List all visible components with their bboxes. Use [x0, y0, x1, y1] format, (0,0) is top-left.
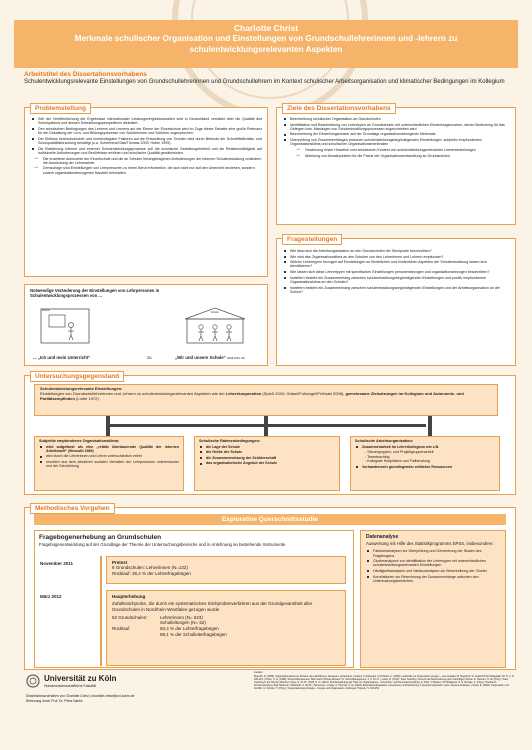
- pretest-date: November 2011: [40, 561, 74, 566]
- pretest-title: Pretest: [112, 560, 128, 565]
- wandel-right-quote: „Wir und unsere Schule“: [175, 355, 226, 360]
- datenanalyse-panel: [360, 530, 506, 668]
- haupt-rows: [112, 615, 340, 637]
- fragestellungen-heading: Fragestellungen: [282, 234, 342, 245]
- c3-title: Schulische Arbeitsorganisation:: [355, 439, 414, 443]
- haupt-row-value: Schulleitungen (N= 52): [160, 620, 206, 626]
- c3-sub-item: - Teamteaching: [365, 454, 390, 459]
- pretest-line: Rücklauf: 38,4 % der Lehrerfragebögen: [112, 570, 191, 576]
- pretest-line: 8 Grundschulen: Lehrerinnen (N=132): [112, 565, 188, 571]
- classroom-ich-illustration: [35, 307, 95, 347]
- c3-item2: Vorhandensein grundlegender zeitlicher Ressourcen: [355, 465, 495, 469]
- untersuchung-main-title: Schulentwicklungsrelevante Einstellungen:: [40, 386, 123, 391]
- wandel-zu: zu: [147, 355, 152, 360]
- c2-item: das organisatorische Angebot der Schule: [199, 461, 335, 465]
- betreuung-info: Betreuung durch Prof. Dr. Petra Hanke: [26, 699, 83, 703]
- methoden-heading: Methodisches Vorgehen: [30, 503, 115, 514]
- problem-arrow-item: → Die erweiterte Autonomie der Einzelschule und die an Schulen herangetragenen Anforderungen der internen Schulentwicklung verändern die Ausrichtung der Lehrerarbeit.: [31, 157, 262, 166]
- timeline-line: [100, 556, 102, 666]
- problem-item: Der Einfluss innerschulischer und innerkollegialer Faktoren auf die Entwicklung von Schulen wird durch Befunde der Schuleffektivitäts- und Schulqualitätsforschung bestätigt (u.a. Scheerens/Glas/Thomas 2003; Huber 1999).: [31, 137, 262, 146]
- c3-list-2: [355, 465, 495, 469]
- fragen-item: Inwiefern besteht ein Zusammenhang zwischen schulentwicklungsbegünstigenden Einstellungen und positiv empfundenem Organisationsklima an den Schulen?: [283, 276, 510, 285]
- fb-title: Fragebogenerhebung an Grundschulen: [39, 534, 162, 541]
- c2-item: die Größe der Schule: [199, 450, 335, 454]
- fragen-item: Wie lässt sich die Arbeitsorganisation an den Grundschulen der Stichprobe beschreiben?: [283, 249, 510, 253]
- c1-title: Subjektiv empfundenes Organisationsklima:: [39, 439, 120, 443]
- fragen-item: Wie lassen sich diese Lehrertypen mit spezifischen Einstellungen personenbezogen und organisationsbezogen beschreiben?: [283, 270, 510, 274]
- da-title: Datenanalyse: [366, 534, 399, 540]
- untersuchung-heading: Untersuchungsgegenstand: [30, 371, 124, 382]
- c3-sub-item: - Kollegiale Hospitation und Fallberatung: [365, 459, 430, 464]
- haupt-row-key: Rücklauf: [112, 626, 130, 632]
- haupt-text: Zufallsstichprobe, die durch ein systematisches Stichprobenverfahren aus der Grundgesamtheit aller Grundschulen in Nordrhein-Westfalen gezogen wurde: [112, 601, 313, 612]
- footer: [14, 672, 518, 742]
- university-logo-icon: [26, 672, 40, 690]
- ziele-item: Beschreibung der Einstellungsmuster auf der Grundlage organisationsbezogener Merkmale: [283, 132, 510, 136]
- problem-arrow-item: → Demzufolge sind Einstellungen von Lehrpersonen zu ihrem Beruf erforderlich, die sich nicht nur auf den Unterricht beziehen, sondern zudem organisationsbezogenes Handeln beinhalten.: [31, 166, 262, 175]
- faculty-name: Humanwissenschaftliche Fakultät: [44, 684, 96, 688]
- haupt-row-value: 50,4 % der Lehrerfragebögen: [160, 626, 219, 632]
- haupt-row-value: 98,1 % der Schulleiterfragebögen: [160, 631, 227, 637]
- contact-info: Dissertationsvorhaben von Charlotte Christ | charlotte.christ@uni-koeln.de: [26, 694, 135, 698]
- untersuchung-col3: [350, 436, 500, 491]
- poster-title: Merkmale schulischer Organisation und Einstellungen von Grundschullehrerinnen und -lehrern zu schulentwicklungsrelevanten Aspekten: [74, 34, 458, 54]
- literature-list: Bessoth, R. (1989): Organisationsklima an Schulen. Eine Einführung. Neuwied: Luchterhand. | Gräsel, C./Fußangel, K./Pröbstel, C. (2006): Lehrkräfte zur Kooperation anregen – eine Aufgabe für Sisyphos? In: Zeitschrift für Pädagogik, 52, H. 2, S. 205-219. | Huber, S. G. (1999): School Effectiveness: Was macht Schule wirksam? In: Schul-Management, 2, S. 10-17. | Lortie, D. (1972): Team Teaching. Versuch der Beschreibung einer zukünftigen Schule. In: Dechert, H.-W. (Hrsg.): Team Teaching in der Schule. München: Piper, S. 37-76. | Rolff, H.-G. (2010): Schulentwicklung als Trias von Organisations-, Unterrichts- und Personalentwicklung. In: Bohl, T./Helsper, W./Holtappels, H. G./Schelle, C. (Hrsg.): Handbuch Schulentwicklung. Bad Heilbrunn: Klinkhardt, S. 29-36. | Scheerens, J./Glas, C./Thomas, S. M. (2003): Educational Evaluation, Assessment, and Monitoring. A Systemic Approach. Lisse: Swets & Zeitlinger. | Spieß, E. (2004): Kooperation und Konflikt. In: Schuler, H. (Hrsg.): Organisationspsychologie – Gruppe und Organisation. Göttingen: Hogrefe, S. 193-250.: [254, 675, 515, 691]
- ziele-item: Überprüfung von Zusammenhängen zwischen schulentwicklungsbegünstigenden Einstellungen, subjektiv empfundenem Organisationsklima und schulischen Organisationsmerkmalen: [283, 138, 510, 147]
- problem-item: Den schulischen Bedingungen des Lehrens und Lernens auf der Ebene der Einzelschule wird im Zuge dieser Debatte eine große Relevanz für die Gestaltung der Lern- und Bildungsprozesse von Schülerinnen und Schülern zugesprochen.: [31, 127, 262, 136]
- poster-header: [14, 20, 518, 68]
- problem-item: Seit der Veröffentlichung der Ergebnisse internationaler Leistungsvergleichsstudien wird in Deutschland verstärkt über die Qualität des Schulsystems und dessen Entwicklungsperspektiven diskutiert.: [31, 117, 262, 126]
- main-text-bold1: Lehrerkooperation: [225, 390, 262, 396]
- wandel-right-quote-wrap: [175, 355, 245, 360]
- da-list: [366, 549, 500, 583]
- c3-item1: Zusammenarbeit im Lehrerkollegium wie z.B.: [355, 445, 495, 449]
- haupt-row-value: Lehrerinnen (N= 623): [160, 614, 203, 620]
- c3-sub-list: [355, 450, 495, 464]
- ziele-item: Beschreibung schulischer Organisation an Grundschulen: [283, 117, 510, 121]
- einstellungswandel-box: [24, 284, 268, 366]
- connector-hbar-left: [106, 424, 426, 427]
- pretest-lines: [112, 565, 340, 576]
- haupt-row-key: 52 Grundschulen:: [112, 614, 148, 620]
- fragen-item: Wie wird das Organisationsklima an den Schulen von den Lehrerinnen und Lehrern empfunden?: [283, 255, 510, 259]
- haupt-row-key: [112, 632, 160, 638]
- wandel-left-sign: Schule: [42, 309, 50, 312]
- arbeitstitel-section: [24, 71, 514, 87]
- c1-item: wird aufgefasst als eine „relativ überdauernde Qualität der internen Arbeitswelt“ (Bessoth 1989): [39, 445, 179, 454]
- fragen-list: [283, 249, 510, 294]
- ziele-arrow-item: → Gewinnung erster Hinweise zum schulischen Kontext von schulentwicklungsrelevanten Lehrereinstellungen: [293, 148, 510, 152]
- ziele-arrow-item: → Ableitung von Ansatzpunkten für die Praxis der Organisationsentwicklung an Grundschulen: [293, 154, 510, 158]
- wandel-text: Notwendige Veränderung der Einstellungen von Lehrpersonen in Schulentwicklungsprozessen von ...: [30, 288, 160, 298]
- problemstellung-box: [24, 107, 268, 277]
- da-item: Clusteranalysen zur Identifikation der Lehertypen mit unterschiedlichen schulentwicklungsrelevanten Einstellungen: [366, 559, 500, 568]
- haupt-row: [112, 632, 340, 638]
- connector-right: [428, 416, 432, 436]
- c2-title: Schulische Rahmenbedingungen:: [199, 439, 261, 443]
- ziele-item: Identifikation und Beschreibung von Lehertypen an Grundschulen mit unterschiedlichen Einstellungsmustern, denen Bedeutung für das Gelingen bzw. Misslingen von Schulentwicklungsprozessen zugeschrieben wird: [283, 123, 510, 132]
- untersuchung-main-box: [34, 384, 498, 416]
- c3-list: [355, 445, 495, 449]
- problem-item: Die Etablierung interner und externer Schulentwicklungsprozesse soll die schulische Gestaltungsfreiheit und die Reaktionsfähigkeit auf individuelle Anforderungen und Bedürfnisse erhöhen und schulische Qualität gewährleisten.: [31, 147, 262, 156]
- da-item: Häufigkeitsanalysen und Varianzanalysen zur Beschreibung der Cluster: [366, 569, 500, 573]
- c3-sub-item: - Steuergruppen- und Projektgruppenarbeit: [365, 450, 434, 455]
- problemstellung-heading: Problemstellung: [30, 103, 91, 114]
- main-text-part2: (Spieß 2004; Gräsel/Fußangel/Pröbstel 2006),: [261, 390, 346, 396]
- study-type-bar: Explorative Querschnittsstudie: [34, 514, 506, 525]
- ziele-box: [276, 107, 516, 225]
- ziele-list: [283, 117, 510, 147]
- fragen-item: Inwiefern besteht ein Zusammenhang zwischen schulentwicklungsbegünstigenden Einstellungen und der Arbeitsorganisation an der Schule?: [283, 286, 510, 295]
- c1-item: wird durch die Lehrerinnen und Lehrer unterschiedlich erlebt: [39, 454, 179, 458]
- fb-text: Fragebogenentwicklung auf der Grundlage der Theorie der Untersuchungsbereiche und in Anlehnung an bestehende Instrumente: [39, 542, 286, 547]
- c1-item: resultiert aus dem situativen sozialen Verhalten der Lehrpersonen untereinander und der Schulleitung: [39, 460, 179, 469]
- problem-list: [31, 117, 262, 155]
- main-text-part3: (Lortie 1972).: [74, 395, 100, 401]
- arbeitstitel-heading: Arbeitstitel des Dissertationsvorhabens: [24, 71, 147, 78]
- university-name: Universität zu Köln: [44, 674, 117, 683]
- arbeitstitel-text: Schulentwicklungsrelevante Einstellungen von Grundschullehrerinnen und Grundschullehrern im Kontext schulischer Arbeitsorganisation und klimatischer Bedingungen im Kollegium: [24, 79, 505, 85]
- wandel-right-cite: (Rolff 2010: 30): [227, 357, 245, 360]
- untersuchung-col1: [34, 436, 184, 491]
- author-name: Charlotte Christ: [233, 23, 299, 33]
- haupt-date: März 2012: [40, 594, 62, 599]
- da-text: Auswertung mit Hilfe des Statistikprogramms SPSS, insbesondere:: [366, 541, 494, 546]
- da-item: Faktorenanalysen zur Überprüfung und Generierung der Skalen des Fragebogens: [366, 549, 500, 558]
- haupt-box: [106, 590, 346, 666]
- untersuchung-main-text: [40, 392, 492, 402]
- main-text-bold2: gemeinsame Zielsetzungen im Kollegium und Autonomie- und Paritätsempfinden: [40, 390, 464, 401]
- literature-label: Literatur: [254, 671, 263, 674]
- main-text-part1: Einstellungen von Grundschullehrerinnen und -lehrern zu schulentwicklungsrelevanten Aspekten wie der: [40, 390, 226, 396]
- ziele-heading: Ziele des Dissertationsvorhabens: [282, 103, 396, 114]
- c2-item: die Zusammensetzung der Schülerschaft: [199, 456, 335, 460]
- untersuchung-col2: [194, 436, 340, 491]
- c2-item: die Lage der Schule: [199, 445, 335, 449]
- ziele-arrow-list: [283, 148, 510, 158]
- wandel-right-sign: Schule: [211, 311, 219, 314]
- c1-list: [39, 445, 179, 469]
- haupt-title: Haupterhebung: [112, 594, 146, 599]
- da-item: Korrelationen zur Berechnung der Zusammenhänge zwischen den Untersuchungsbereichen: [366, 575, 500, 584]
- problem-arrow-list: [31, 157, 262, 175]
- c2-list: [199, 445, 335, 466]
- fragen-item: Welche Lehrertypen bezogen auf Einstellungen zu förderlichen und hinderlichen Aspekten der Schulentwicklung lassen sich identifizieren?: [283, 260, 510, 269]
- fragestellungen-box: [276, 238, 516, 366]
- wandel-left-quote: ... „Ich und mein Unterricht“: [33, 355, 91, 360]
- pretest-box: [106, 556, 346, 584]
